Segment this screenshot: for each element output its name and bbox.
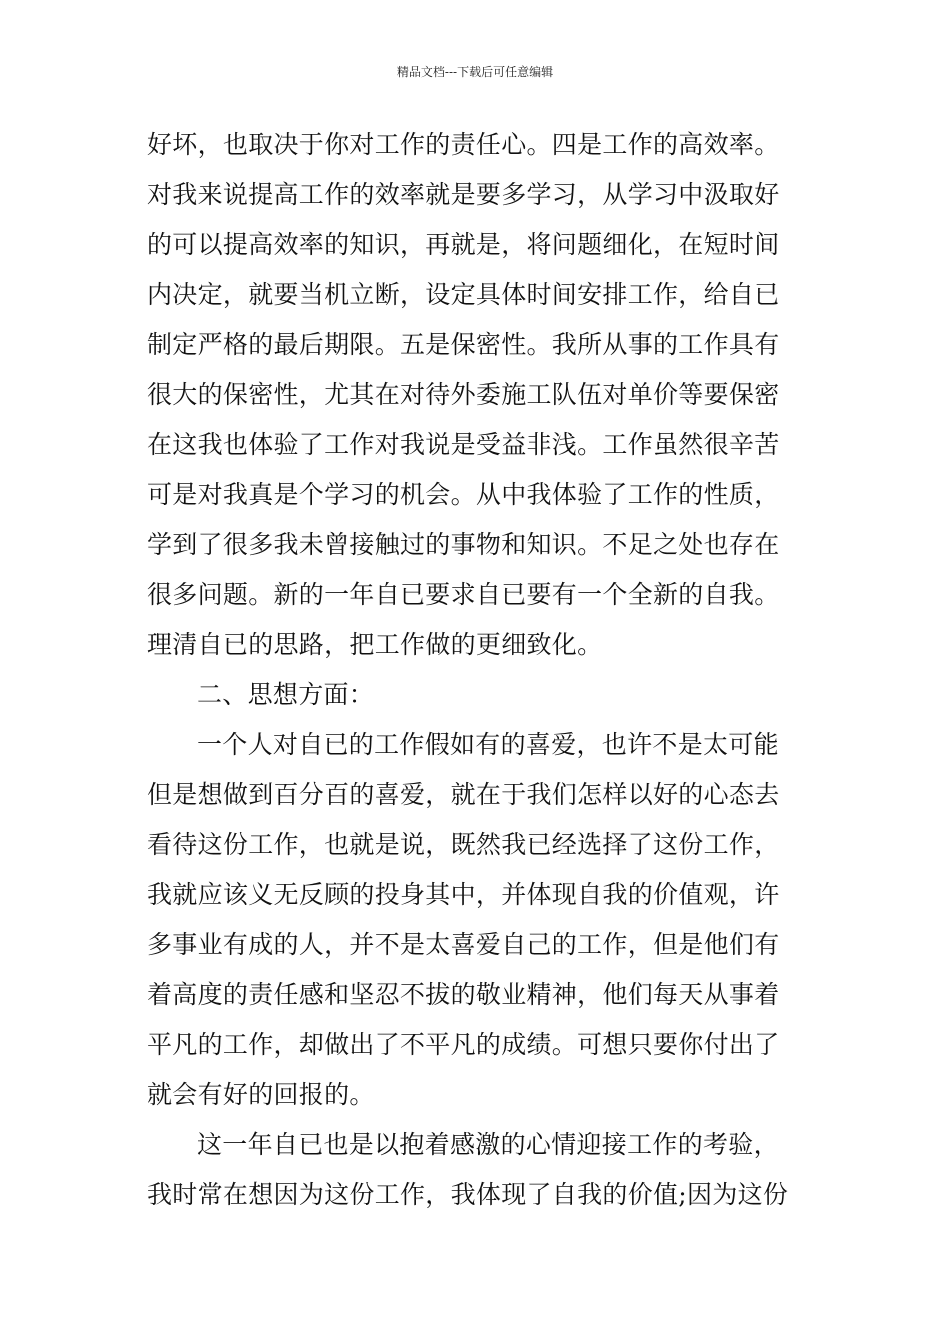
text-line-5: 制定严格的最后期限。五是保密性。我所从事的工作具有	[147, 330, 780, 359]
page-header: 精品文档---下载后可任意编辑	[396, 65, 554, 79]
text-line-13: 一个人对自已的工作假如有的喜爱，也许不是太可能	[197, 730, 779, 759]
text-line-8: 可是对我真是个学习的机会。从中我体验了工作的性质，	[147, 480, 780, 509]
text-line-15: 看待这份工作，也就是说，既然我已经选择了这份工作，	[147, 830, 780, 859]
text-line-9: 学到了很多我未曾接触过的事物和知识。不足之处也存在	[147, 530, 780, 559]
text-line-1: 好坏，也取决于你对工作的责任心。四是工作的高效率。	[147, 130, 780, 159]
text-line-20: 就会有好的回报的。	[147, 1080, 375, 1109]
text-line-19: 平凡的工作，却做出了不平凡的成绩。可想只要你付出了	[147, 1030, 780, 1059]
text-line-22: 我时常在想因为这份工作，我体现了自我的价值;因为这份	[147, 1180, 789, 1209]
text-line-4: 内决定，就要当机立断，设定具体时间安排工作，给自已	[147, 280, 780, 309]
text-line-10: 很多问题。新的一年自已要求自已要有一个全新的自我。	[147, 580, 780, 609]
document-body	[147, 120, 807, 1220]
text-line-14: 但是想做到百分百的喜爱，就在于我们怎样以好的心态去	[147, 780, 780, 809]
text-line-17: 多事业有成的人，并不是太喜爱自己的工作，但是他们有	[147, 930, 780, 959]
text-line-18: 着高度的责任感和坚忍不拔的敬业精神，他们每天从事着	[147, 980, 780, 1009]
text-line-16: 我就应该义无反顾的投身其中，并体现自我的价值观，许	[147, 880, 780, 909]
text-line-3: 的可以提高效率的知识，再就是，将问题细化，在短时间	[147, 230, 780, 259]
section-heading: 二、思想方面：	[197, 680, 375, 709]
text-line-11: 理清自已的思路，把工作做的更细致化。	[147, 630, 603, 659]
text-line-2: 对我来说提高工作的效率就是要多学习，从学习中汲取好	[147, 180, 780, 209]
text-line-21: 这一年自已也是以抱着感激的心情迎接工作的考验，	[197, 1130, 779, 1159]
text-line-7: 在这我也体验了工作对我说是受益非浅。工作虽然很辛苦	[147, 430, 780, 459]
text-line-6: 很大的保密性，尤其在对待外委施工队伍对单价等要保密	[147, 380, 780, 409]
